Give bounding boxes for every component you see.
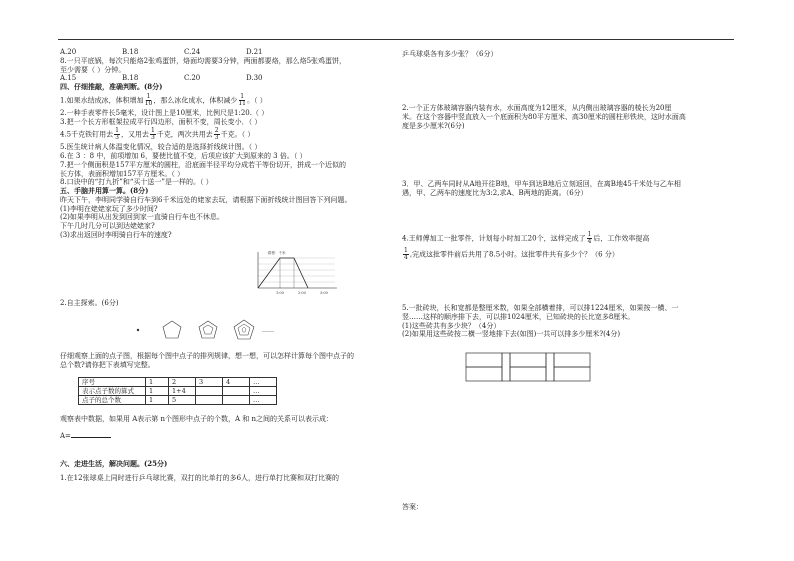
solve-5 [402,304,679,339]
table-cell[interactable] [196,396,223,405]
numerator: 2 [214,127,219,135]
pattern-ellipsis: …… [262,327,274,334]
graph-x-tick: 2:00 [298,291,306,295]
table-cell: 表示点子数的算式 [79,387,146,396]
fraction [214,128,220,141]
solve-5-q2: (2)如果用这些砖按二横一竖地排下去(如图)一共可以排多少厘米?(4分) [402,330,621,339]
solve-4-a: 4.王师傅加工一批零件，计划每小时加工20个，这样完成了 [402,234,586,243]
table-cell: … [250,387,277,396]
judge-7-2: 长方体，表面积增加157平方厘米。（ ） [60,169,185,178]
problem-1-intro: 昨天下午，李明同学骑自行车到6千米远处的姥家去玩，请根据下面折线统计图回答下列问题。 [60,195,352,204]
fraction [114,128,120,141]
solve-3-text: 3．甲、乙两车同时从A地开往B地，甲车到达B地后立刻返回，在离B地45千米处与乙车相 [402,180,681,188]
judge-4-c: 千克，两次共用去 [156,130,213,139]
brick-vertical [502,353,510,381]
brick-horizontal [554,367,590,381]
solve-4-b: 后，工作效率提高 [593,234,650,243]
fraction [403,248,409,261]
problem-2-text-2: 总个数?请你把下表填写完整。 [60,360,155,369]
relation-answer [60,432,333,441]
distance-line-graph [250,248,340,298]
answer-label: 答案： [402,503,423,511]
relation-label: A= [60,431,71,440]
brick-horizontal [466,353,502,367]
section-4-title: 四、仔细推敲，准确判断。(8分) [60,82,163,91]
fraction [587,232,593,245]
table-cell[interactable] [223,387,250,396]
q7-option-d: D.21 [246,48,263,56]
graph-x-tick: 3:00 [320,291,328,295]
q8-option-c: C.20 [184,74,201,83]
answer-blank[interactable] [71,437,111,438]
solve-4-text [402,232,649,245]
problem-2-title: 2.自主探索。(6分) [60,299,119,307]
q8-option-b: B.18 [122,74,139,83]
table-cell: 1 [146,396,169,405]
pattern-3-inner [203,325,213,334]
pattern-3-pentagon [199,321,217,338]
denominator: 3 [115,134,119,142]
relation-text: 观察表中数据，如果用 A表示第 n个图形中点子的个数，A 和 n之间的关系可以表示成： [60,415,334,423]
fraction [145,94,153,107]
left-column [60,46,390,240]
q7-option-a: A.20 [60,48,77,56]
judge-3: 3.把一个长方形框架拉成平行四边形，面积不变，周长变小．（ ） [60,117,262,126]
pattern-2-pentagon [163,321,181,338]
brick-vertical [546,353,554,381]
q8-option-d: D.30 [246,74,263,83]
table-row [79,387,277,396]
solve-5-text-2: 竖……这样的顺序排下去，可以排1024厘米，已知砖块的长比宽多8厘米。 [402,312,635,321]
q8-text-2: 至少需要（ ）分钟。 [60,65,126,74]
denominator: 4 [404,254,408,261]
denominator: 3 [214,134,219,142]
table-row [79,396,277,405]
table-cell: … [250,378,277,387]
section-6-title: 六、走进生活，解决问题。(25分) [60,459,168,468]
dot-pattern-figure [130,316,300,344]
solve-5-q1: (1)这些砖共有多少块？（4分） [402,321,501,330]
judge-2: 2.一种手表零件长5毫米，设计图上是10厘米，比例尺是1:20.（ ） [60,108,269,117]
solve-2-text: 2.一个正方体玻璃容器内装有水，水面高度为12厘米，从内侧出玻璃容器的棱长为20厘 [402,104,672,112]
denominator: 4 [587,238,592,245]
judge-1 [60,94,390,107]
judge-8: 8.口诀中的“打九折”和“买十送一”是一样的。（ ） [60,178,213,187]
judge-4-d: 千克。（ ） [220,130,255,139]
q7-options [60,48,390,57]
judge-4-b: ，又用去 [120,130,149,139]
table-cell: 4 [223,378,250,387]
pattern-4-pentagon [234,320,254,339]
problem-2-relation [60,415,333,441]
numerator: 1 [115,127,119,135]
fraction [238,94,246,107]
judge-7: 7.把一个侧面积是157平方厘米的圆柱，沿底面半径平均分成若干等份切开，拼成一个近似的 [60,160,347,169]
dot-count-table [78,377,277,405]
solve-4 [402,232,649,261]
denominator: 10 [144,99,153,107]
brick-horizontal [510,353,546,367]
table-cell: 序号 [79,378,146,387]
solve-1-text: 1.在12张球桌上同时进行乒乓球比赛，双打的比单打的多6人，进行单打比赛和双打比赛的 [60,473,340,482]
q7-option-c: C.24 [184,48,201,56]
table-row [79,378,277,387]
problem-1-q2: (2)如果李明从出发到回到家一直骑自行车也不休息。 [60,213,224,222]
judge-1-a: 1.如果水结成冰，体积增加 [60,96,144,105]
solve-3 [402,180,681,198]
judge-6: 6.在 3 ：8 中，前项增加 6，要使比值不变，后项应该扩大到原来的 3 倍。（ ） [60,152,307,160]
q7-option-b: B.18 [122,48,139,56]
table-cell: 2 [169,378,196,387]
table-cell: 点子的总个数 [79,396,146,405]
q8-text: 8.一只平底锅，每次只能烙2张鸡蛋饼，烙面均需要3分钟，两面都要烙，那么烙5张鸡蛋饼， [60,56,347,65]
table-cell[interactable] [196,387,223,396]
header-rule [58,39,734,40]
table-cell: 1 [146,378,169,387]
solve-1-cont [402,50,497,59]
solve-4-c: ,完成这批零件前后共用了8.5小时。这批零件共有多少个？（6 分） [409,250,619,259]
judge-4 [60,128,390,141]
table-cell: 3 [196,378,223,387]
table-cell: 1 [146,387,169,396]
table-cell[interactable] [223,396,250,405]
problem-2-body [60,352,354,370]
solve-4-text-2 [402,248,649,261]
fraction [150,128,156,141]
numerator: 1 [146,92,151,100]
problem-1-q3: (3)求出返回时李明骑自行车的速度? [60,230,172,239]
judge-1-b: ，那么冰化成水，体积减少 [153,96,238,105]
table-cell: … [250,396,277,405]
denominator: 3 [150,134,155,142]
judge-5: 5.医生统计病人体温变化情况，较合适的是选择折线统计图。（ ） [60,143,262,152]
solve-2-text-3: 度是多少厘米?(6分) [402,121,465,130]
solve-1-text-2: 乒乓球桌各有多少张？（6分） [402,50,498,58]
denominator: 11 [238,99,246,107]
solve-3-text-2: 遇，甲、乙两车的速度比为3:2,求A、B两地的距离。（6分） [402,188,588,197]
graph-title: 路程：千米 [268,251,286,255]
numerator: 1 [150,127,155,135]
judge-1-c: 。（ ） [246,96,267,105]
graph-x-tick: 1:00 [276,291,284,295]
section-5-title: 五、手脑并用算一算。(8分) [60,186,149,195]
graph-line [258,258,308,288]
pattern-1-dot [137,329,139,331]
solve-5-text: 5.一批砖块，长和宽都是整厘米数，如果全部横着排，可以排1224厘米，如果按一横、一 [402,304,679,312]
brick-pattern-figure [465,352,615,384]
brick-horizontal [510,367,546,381]
q8-option-a: A.15 [60,74,77,83]
table-cell: 1+4 [169,387,196,396]
solve-2-text-2: 米。在这个容器中竖直放入一个底面积为80平方厘米、高30厘米的圆柱形铁块，这时水面高 [402,112,686,121]
numerator: 1 [587,231,592,238]
numerator: 1 [240,92,245,100]
section-6 [60,460,339,483]
problem-1-q1: (1)李明在姥姥家玩了多少时间? [60,204,158,213]
brick-horizontal [554,353,590,367]
table-cell: 5 [169,396,196,405]
judge-4-a: 4.5千克铁钉用去 [60,130,114,139]
problem-1-q2-b: 下午几时几分可以到达姥姥家? [60,222,155,230]
solve-2 [402,104,686,130]
pattern-4-inner [238,324,250,335]
pattern-4-core [242,327,246,332]
brick-horizontal [466,367,502,381]
numerator: 1 [404,247,408,254]
problem-2-text: 仔细观察上面的点子图，根据每个图中点子的排列规律，想一想，可以怎样计算每个图中点子的 [60,352,354,360]
